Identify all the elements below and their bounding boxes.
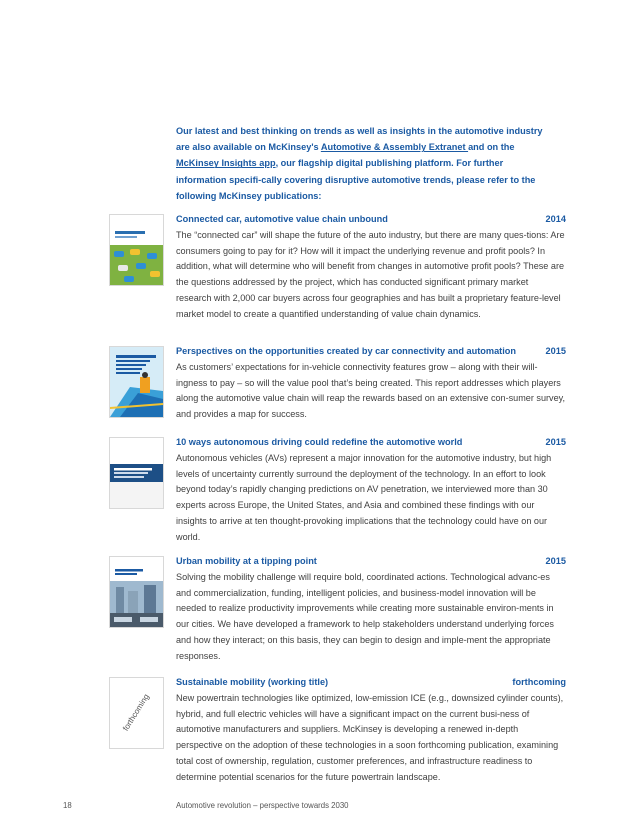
extranet-link[interactable]: Automotive & Assembly Extranet bbox=[320, 142, 469, 153]
cover-illustration bbox=[110, 557, 163, 627]
publication-cover-urban-mobility bbox=[109, 556, 164, 628]
publication-year: 2015 bbox=[545, 346, 566, 356]
intro-text-2: and on the bbox=[468, 142, 515, 153]
cover-illustration bbox=[110, 438, 163, 508]
publication-year: forthcoming bbox=[512, 677, 566, 687]
page-number: 18 bbox=[63, 801, 72, 810]
publication-title bbox=[176, 437, 566, 451]
publication-year: 2015 bbox=[545, 437, 566, 447]
publication-title bbox=[176, 214, 566, 228]
intro-paragraph bbox=[176, 123, 556, 204]
publication-title-text: Urban mobility at a tipping point bbox=[176, 556, 317, 566]
publication-description: Autonomous vehicles (AVs) represent a major innovation for the automotive industry, but high levels of uncertainty currently surround the deployment of the technology. In an effort to look beyond today’s rapidly changing predictions on AV penetration, we interviewed more than 30 experts across Europe, the United States, and Asia and combined these findings with our insights to arrive at ten thought-provoking implications that the technology could have on our world. bbox=[176, 453, 552, 542]
cover-illustration bbox=[110, 215, 163, 285]
publication-cover-connectivity bbox=[109, 346, 164, 418]
cover-illustration bbox=[110, 347, 163, 417]
publication-cover-forthcoming bbox=[109, 677, 164, 749]
publication-description: New powertrain technologies like optimized, low-emission ICE (e.g., downsized cylinder counts), hybrid, and full electric vehicles will have a significant impact on the current busi-ness of automotive manufacturers and suppliers. McKinsey is developing a renewed in-depth perspective on the adoption of these technologies in a soon forthcoming publication, examining total cost of ownership, regulation, customer preferences, and infrastructure readiness to determine potential scenarios for the future powertrain landscape. bbox=[176, 693, 564, 782]
publication-title bbox=[176, 556, 566, 570]
publication-description: Solving the mobility challenge will require bold, coordinated actions. Technological advanc-es and commercialization, funding, intelligent policies, and business-model innovation will be needed to realize productivity improvements while creating more sustainable environ-ments in our cities. We have developed a framework to help stakeholders understand underlying forces and how they interact; on this basis, they can begin to design and imple-ment the appropriate responses. bbox=[176, 572, 554, 661]
footer-title: Automotive revolution – perspective towards 2030 bbox=[176, 801, 349, 810]
publication-year: 2015 bbox=[545, 556, 566, 566]
publication-title-text: Sustainable mobility (working title) bbox=[176, 677, 329, 687]
publication-cover-connected-car bbox=[109, 214, 164, 286]
publication-title-text: Connected car, automotive value chain unbound bbox=[176, 214, 388, 224]
publication-title bbox=[176, 346, 566, 360]
publication-cover-autonomous bbox=[109, 437, 164, 509]
publication-title bbox=[176, 677, 566, 691]
intro-text-3: , our flagship digital publishing platform. For further information specifi-cally covering disruptive automotive trends, please refer to the following McKinsey publications: bbox=[176, 158, 536, 201]
forthcoming-label: forthcoming bbox=[121, 692, 151, 733]
insights-app-link[interactable]: McKinsey Insights app bbox=[176, 158, 276, 169]
intro-text-1: Our latest and best thinking on trends as well as insights in the automotive industry are also available on McKinsey's bbox=[176, 126, 543, 153]
publication-title-text: Perspectives on the opportunities created by car connectivity and automation bbox=[176, 346, 517, 356]
publication-description: The “connected car” will shape the future of the auto industry, but there are many ques-tions: Are consumers going to pay for it? How will it impact the underlying revenue and profit pools? In addition, what will determine who will benefit from changes in automotive profit pools? These are the questions addressed by the project, which has conducted significant primary market research with 2,000 car buyers across four geographies and has built a proprietary feature-level market model to create a quantified understanding of value chain dynamics. bbox=[176, 230, 565, 319]
publication-title-text: 10 ways autonomous driving could redefine the automotive world bbox=[176, 437, 463, 447]
publication-description: As customers’ expectations for in-vehicle connectivity features grow – along with their will-ingness to pay – so will the value pool that’s being created. This report addresses which players along the automotive value chain will reap the rewards based on an extensive con-sumer survey, and provides a map for success. bbox=[176, 362, 566, 420]
publication-year: 2014 bbox=[545, 214, 566, 224]
